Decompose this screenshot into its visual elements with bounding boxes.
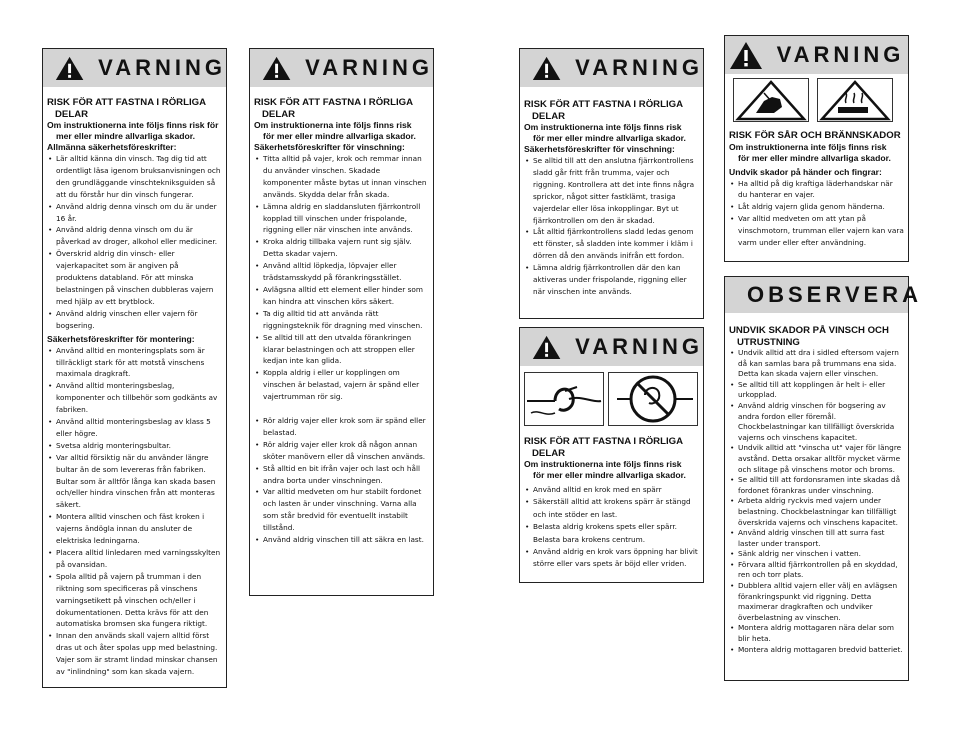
list-item: • Låt alltid fjärrkontrollens sladd ledas genom ett fönster, så sladden inte kommer i kläm i dörren då den används inifrån ett fordon. xyxy=(524,226,699,262)
warning-triangle-icon xyxy=(532,53,561,83)
list-item: • Montera aldrig mottagaren bredvid batteriet. xyxy=(729,645,904,656)
list-item: • Ta dig alltid tid att använda rätt riggningsteknik för dragning med vinschen. xyxy=(254,308,429,332)
list-item: • Sänk aldrig ner vinschen i vatten. xyxy=(729,549,904,560)
no-hook-icon xyxy=(609,373,697,425)
hand-cut-icon xyxy=(734,79,808,121)
list-item: • Ha alltid på dig kraftiga läderhandskar när du hanterar en vajer. xyxy=(729,178,904,202)
banner-title: VARNING xyxy=(305,55,433,80)
list-item: • Undvik alltid att dra i sidled eftersom vajern då kan samlas bara på trummans ena sida. Detta kan skada vajern eller vinschen. xyxy=(729,348,904,380)
list-item: • Koppla aldrig i eller ur kopplingen om vinschen är belastad, vajern är spänd eller vajertrumman rör sig. xyxy=(254,367,429,403)
risk-note-cont: för mer eller mindre allvarliga skador. xyxy=(533,133,686,143)
risk-note: Om instruktionerna inte följs finns risk xyxy=(524,459,682,469)
section-heading-cont: UTRUSTNING xyxy=(737,336,800,348)
list-item: • Använd aldrig vinschen till att säkra en last. xyxy=(254,534,429,546)
banner-title: VARNING xyxy=(98,55,226,80)
list-item: • Kroka aldrig tillbaka vajern runt sig själv. Detta skadar vajern. xyxy=(254,236,429,260)
subheading-winching: Säkerhetsföreskrifter för vinschning: xyxy=(524,144,675,154)
section-heading: RISK FÖR ATT FASTNA I RÖRLIGA xyxy=(524,436,683,447)
burn-hazard-illustration xyxy=(817,78,893,122)
risk-note: Om instruktionerna inte följs finns risk xyxy=(729,141,887,152)
notice-panel xyxy=(724,276,922,681)
list-item: • Stå alltid en bit ifrån vajer och last och håll andra borta under vinschningen. xyxy=(254,463,429,487)
list-item: • Lär alltid känna din vinsch. Tag dig tid att ordentligt läsa igenom bruksanvisningen och den grundläggande vinschtekniksguiden så att du förstår hur din vinsch fungerar. xyxy=(47,153,222,201)
list-item: • Använd aldrig vinschen för bogsering av andra fordon eller föremål. Chockbelastningar kan tillfälligt överskrida vajerns och vinschens kapacitet. xyxy=(729,401,904,443)
list-item: • Säkerställ alltid att krokens spärr är stängd och inte stöder en last. xyxy=(524,496,699,521)
section-heading: RISK FÖR SÅR OCH BRÄNNSKADOR xyxy=(729,130,901,141)
list-item: • Dubblera alltid vajern eller välj en avlägsen förankringspunkt vid riggning. Detta maximerar dragkraften och undviker överbelastning av vinschen. xyxy=(729,581,904,623)
banner-title: VARNING xyxy=(575,334,703,359)
remote-list xyxy=(524,155,699,298)
notice-banner xyxy=(725,277,922,313)
list-item: • Använd aldrig denna vinsch om du är påverkad av droger, alkohol eller mediciner. xyxy=(47,224,222,248)
warning-banner xyxy=(250,49,433,87)
section-heading-cont: DELAR xyxy=(55,108,89,120)
risk-note: Om instruktionerna inte följs finns risk för xyxy=(47,120,219,130)
subheading-winching: Säkerhetsföreskrifter för vinschning: xyxy=(254,142,405,152)
warning-triangle-icon xyxy=(532,332,561,362)
list-item: • Belasta aldrig krokens spets eller spärr. Belasta bara krokens centrum. xyxy=(524,521,699,546)
list-item: • Arbeta aldrig ryckvis med vajern under belastning. Chockbelastningar kan tillfälligt överskrida vajerns och vinschens kapacitet. xyxy=(729,496,904,528)
risk-note-cont: mer eller mindre allvarliga skador. xyxy=(56,131,196,141)
list-item: • Lämna aldrig en sladdansluten fjärrkontroll kopplad till vinschen under frispolande, riggning eller när vinschen inte används. xyxy=(254,201,429,237)
prohibited-hook-illustration xyxy=(608,372,698,426)
warning-panel-general xyxy=(42,48,227,688)
notice-list xyxy=(729,348,904,655)
list-item: • Överskrid aldrig din vinsch- eller vajerkapacitet som är angiven på produktens databland. För att minska belastningen på vinschen dubbleras vajern med hjälp av ett brytblock. xyxy=(47,248,222,308)
list-item: • Var alltid försiktig när du använder längre bultar än de som levereras från fabriken. Bultar som är alltför långa kan skada basen och/eller hindra vinschen från att monteras säkert. xyxy=(47,452,222,512)
list-item: • Var alltid medveten om att ytan på vinschmotorn, trumman eller vajern kan vara varm under eller efter användning. xyxy=(729,213,904,249)
warning-panel-burns xyxy=(724,35,909,262)
warning-banner xyxy=(43,49,226,87)
section-heading-cont: DELAR xyxy=(532,110,566,122)
section-heading-cont: DELAR xyxy=(262,108,296,120)
list-item: • Använd alltid en krok med en spärr xyxy=(524,484,699,496)
list-item: • Se alltid till att den anslutna fjärrkontrollens sladd går fritt från trumma, vajer och riggning. Kontrollera att det inte finns några sprickor, något sitter fastklämt, trasiga vajerdelar eller lösa inkopplingar. Byt ut fjärrkontrollen om den är skadad. xyxy=(524,155,699,226)
subheading-mounting: Säkerhetsföreskrifter för montering: xyxy=(47,333,195,344)
section-heading-cont: DELAR xyxy=(532,447,566,459)
winching-list-2 xyxy=(254,415,429,546)
winching-list xyxy=(254,153,429,403)
list-item: • Titta alltid på vajer, krok och remmar innan du använder vinschen. Skadade komponenter måste bytas ut innan vinschen används. Skydda delar från skada. xyxy=(254,153,429,201)
list-item: • Spola alltid på vajern på trumman i den riktning som specificeras på vinschens varningsetikett på vinschen och/eller i dokumentationen. Detta krävs för att den automatiska bromsen ska fungera riktigt. xyxy=(47,571,222,631)
banner-title: VARNING xyxy=(575,55,703,80)
list-item: • Använd aldrig vinschen till att surra fast laster under transport. xyxy=(729,528,904,549)
risk-note: Om instruktionerna inte följs finns risk xyxy=(254,120,412,130)
banner-title: VARNING xyxy=(776,42,905,67)
general-list xyxy=(47,153,222,332)
cut-hazard-illustration xyxy=(733,78,809,122)
risk-note-cont: för mer eller mindre allvarliga skador. xyxy=(263,131,416,141)
list-item: • Använd alltid en monteringsplats som är tillräckligt stark för att motstå vinschens maximala dragkraft. xyxy=(47,345,222,381)
list-item: • Använd aldrig vinschen eller vajern för bogsering. xyxy=(47,308,222,332)
warning-triangle-icon xyxy=(729,40,763,70)
list-item: • Låt aldrig vajern glida genom händerna. xyxy=(729,201,904,213)
section-heading: RISK FÖR ATT FASTNA I RÖRLIGA xyxy=(47,97,206,108)
list-item: • Montera alltid vinschen och fäst kroken i vajerns ändögla innan du ansluter de elektriska ledningarna. xyxy=(47,511,222,547)
section-heading: UNDVIK SKADOR PÅ VINSCH OCH xyxy=(729,325,889,336)
warning-panel-remote xyxy=(519,48,704,319)
risk-note: Om instruktionerna inte följs finns risk xyxy=(524,122,682,132)
section-heading: RISK FÖR ATT FASTNA I RÖRLIGA xyxy=(254,97,413,108)
list-item: • Se alltid till att fordonsramen inte skadas då fordonet förankras under vinschning. xyxy=(729,475,904,496)
warning-panel-winching xyxy=(249,48,434,596)
list-item: • Undvik alltid att "vinscha ut" vajer för längre avstånd. Detta orsakar alltför mycket värme och slitage på vinschens motor och broms. xyxy=(729,443,904,475)
list-item: • Montera aldrig mottagaren nära delar som blir heta. xyxy=(729,623,904,644)
hook-latch-illustration xyxy=(524,372,604,426)
subheading-general: Allmänna säkerhetsföreskrifter: xyxy=(47,142,177,152)
list-item: • Rör aldrig vajer eller krok då någon annan sköter manövern eller då vinschen används. xyxy=(254,439,429,463)
list-item: • Var alltid medveten om hur stabilt fordonet och lasten är under vinschning. Varna alla som står bredvid för eventuellt instabilt tillstånd. xyxy=(254,486,429,534)
list-item: • Använd aldrig en krok vars öppning har blivit större eller vars spets är böjd eller vriden. xyxy=(524,546,699,571)
list-item: • Placera alltid linledaren med varningsskylten på ovansidan. xyxy=(47,547,222,571)
warning-banner xyxy=(520,49,703,87)
hands-list xyxy=(729,178,904,249)
subheading-hands: Undvik skador på händer och fingrar: xyxy=(729,166,882,177)
hot-surface-icon xyxy=(818,79,892,121)
risk-note-cont: för mer eller mindre allvarliga skador. xyxy=(533,470,686,480)
warning-panel-hook xyxy=(519,327,704,583)
warning-banner xyxy=(725,36,908,74)
list-item: • Se alltid till att kopplingen är helt i- eller urkopplad. xyxy=(729,380,904,401)
list-item: • Använd alltid monteringsbeslag, komponenter och tillbehör som godkänts av fabriken. xyxy=(47,380,222,416)
list-item: • Rör aldrig vajer eller krok som är spänd eller belastad. xyxy=(254,415,429,439)
section-heading: RISK FÖR ATT FASTNA I RÖRLIGA xyxy=(524,99,683,110)
list-item: • Förvara alltid fjärrkontrollen på en skyddad, ren och torr plats. xyxy=(729,560,904,581)
hook-icon xyxy=(525,373,603,425)
list-item: • Använd aldrig denna vinsch om du är under 16 år. xyxy=(47,201,222,225)
list-item: • Använd alltid löpkedja, löpvajer eller trädstamsskydd på förankringsstället. xyxy=(254,260,429,284)
banner-title: OBSERVERA xyxy=(747,282,922,307)
warning-banner xyxy=(520,328,703,366)
mounting-list xyxy=(47,345,222,678)
warning-triangle-icon xyxy=(262,53,291,83)
warning-triangle-icon xyxy=(55,53,84,83)
list-item: • Se alltid till att den utvalda förankringen klarar belastningen och att stroppen eller kedjan inte kan glida. xyxy=(254,332,429,368)
list-item: • Avlägsna alltid ett element eller hinder som kan hindra att vinschen körs säkert. xyxy=(254,284,429,308)
risk-note-cont: för mer eller mindre allvarliga skador. xyxy=(738,152,891,163)
list-item: • Lämna aldrig fjärrkontrollen där den kan aktiveras under frispolande, riggning eller när vinschen inte används. xyxy=(524,262,699,298)
list-item: • Använd alltid monteringsbeslag av klass 5 eller högre. xyxy=(47,416,222,440)
hook-list xyxy=(524,484,699,571)
list-item: • Svetsa aldrig monteringsbultar. xyxy=(47,440,222,452)
list-item: • Innan den används skall vajern alltid först dras ut och åter spolas upp med belastning. Vajer som är stramt lindad minskar chansen av "inlindning" som kan skada vajern. xyxy=(47,630,222,678)
